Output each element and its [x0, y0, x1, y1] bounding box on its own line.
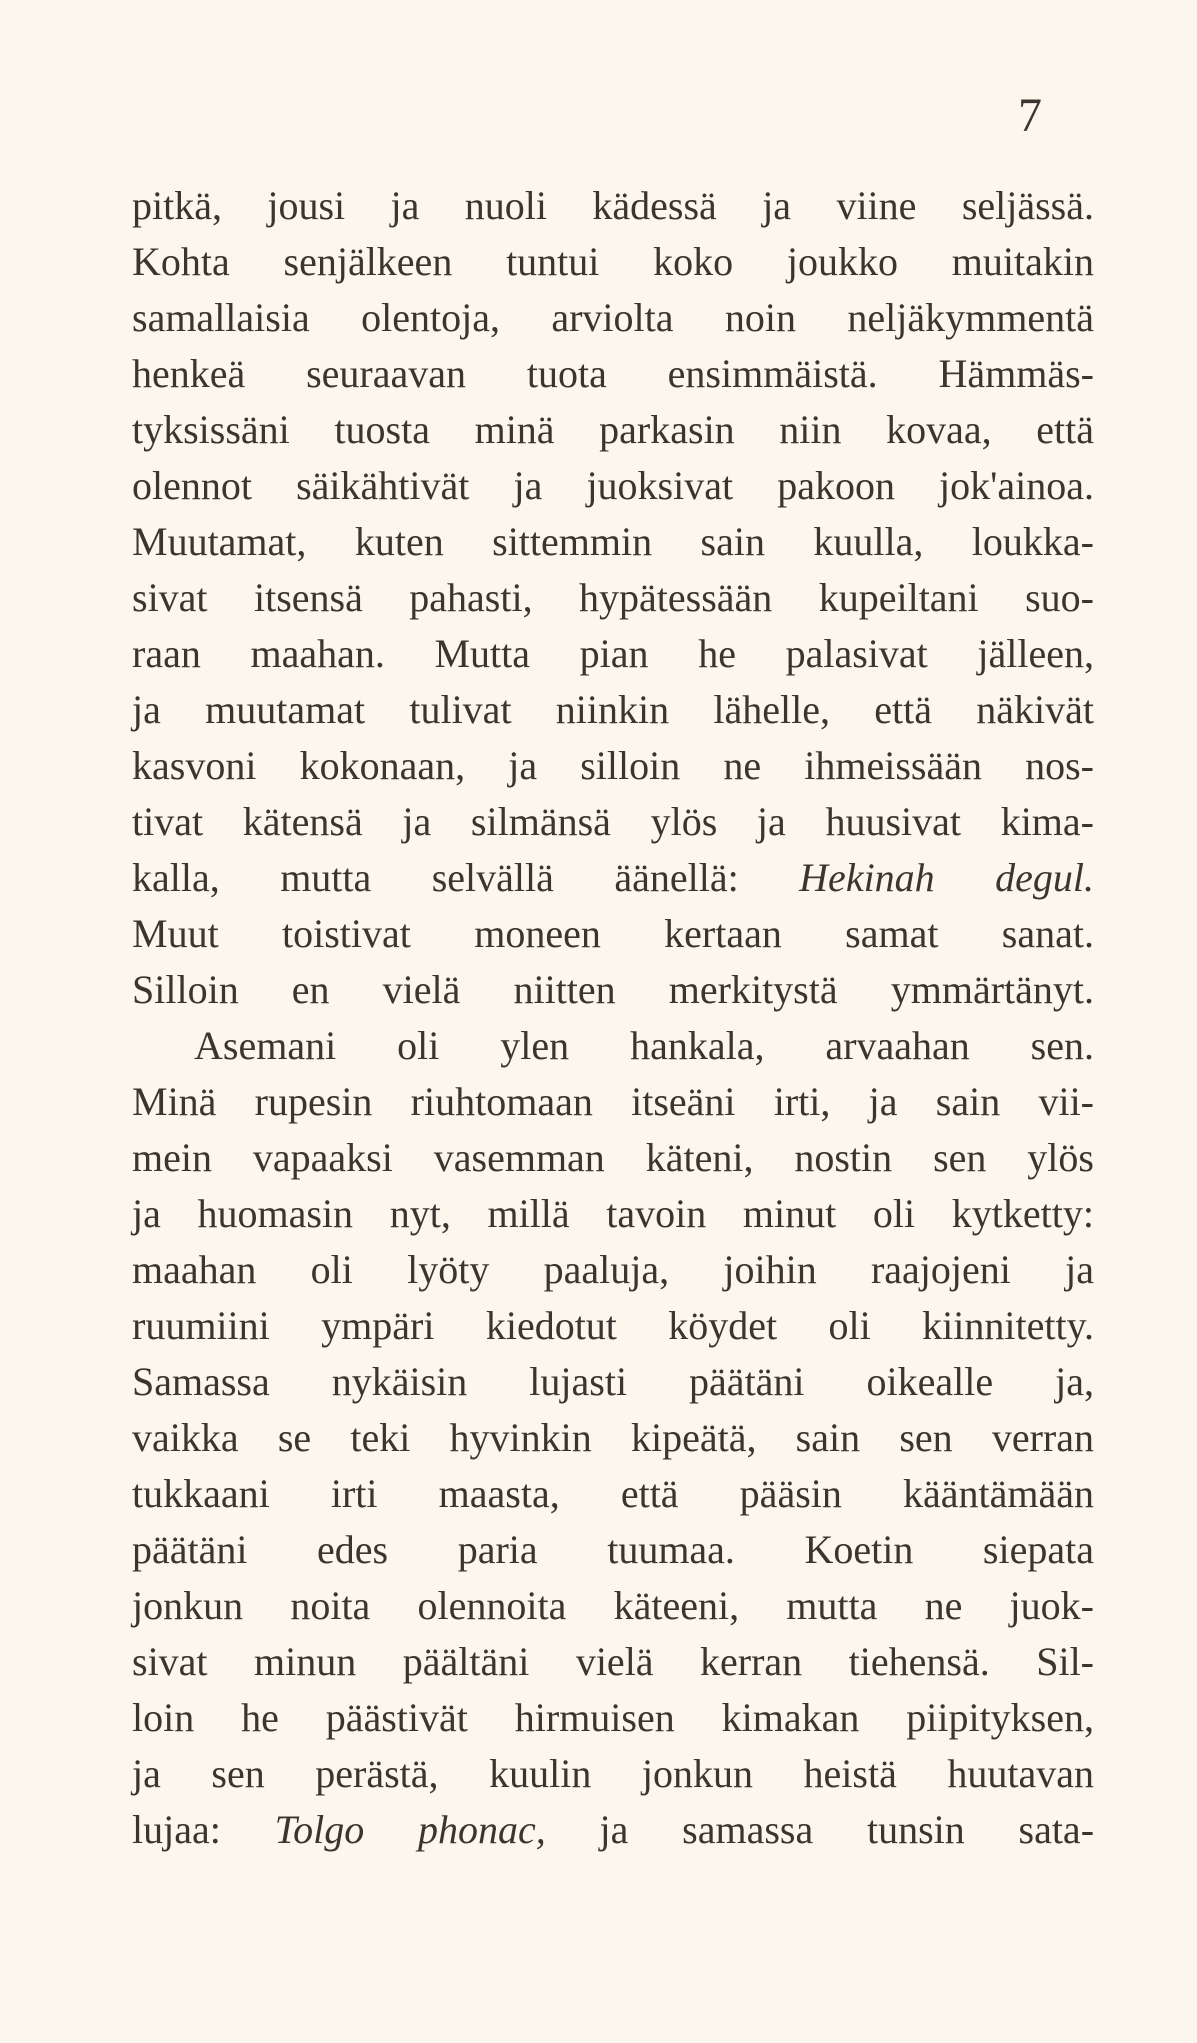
text-line-content: tivat kätensä ja silmänsä ylös ja huusivat kima-: [132, 799, 1094, 844]
text-line: [132, 1746, 1094, 1802]
text-line-content: Muutamat, kuten sittemmin sain kuulla, loukka-: [132, 519, 1094, 564]
text-line: [132, 1802, 1094, 1858]
text-line: [132, 514, 1094, 570]
text-line-content: päätäni edes paria tuumaa. Koetin siepata: [132, 1527, 1094, 1572]
text-line-content: mein vapaaksi vasemman käteni, nostin sen ylös: [132, 1135, 1094, 1180]
italic-phrase: Hekinah degul.: [799, 855, 1094, 900]
text-line-content: ja huomasin nyt, millä tavoin minut oli kytketty:: [132, 1191, 1094, 1236]
text-line: [132, 1466, 1094, 1522]
text-line: [132, 1186, 1094, 1242]
text-line-content: henkeä seuraavan tuota ensimmäistä. Hämmäs-: [132, 351, 1094, 396]
text-line: [132, 570, 1094, 626]
text-line: [132, 178, 1094, 234]
text-line: [132, 1522, 1094, 1578]
text-line: [132, 626, 1094, 682]
text-line-content: Minä rupesin riuhtomaan itseäni irti, ja sain vii-: [132, 1079, 1094, 1124]
text-line-content: Muut toistivat moneen kertaan samat sanat.: [132, 911, 1094, 956]
text-line-content: ja muutamat tulivat niinkin lähelle, että näkivät: [132, 687, 1094, 732]
text-line: [132, 1410, 1094, 1466]
text-line-content: pitkä, jousi ja nuoli kädessä ja viine seljässä.: [132, 183, 1094, 228]
text-line: [132, 290, 1094, 346]
text-line-content: sivat itsensä pahasti, hypätessään kupeiltani suo-: [132, 575, 1094, 620]
text-line: [132, 738, 1094, 794]
text-line-content: Kohta senjälkeen tuntui koko joukko muitakin: [132, 239, 1094, 284]
text-line: [132, 906, 1094, 962]
text-line: [132, 234, 1094, 290]
italic-phrase: Tolgo phonac,: [274, 1807, 546, 1852]
page-number: 7: [1018, 89, 1042, 142]
text-line: [132, 794, 1094, 850]
text-line-content: tukkaani irti maasta, että pääsin kääntämään: [132, 1471, 1094, 1516]
text-line-content: tyksissäni tuosta minä parkasin niin kovaa, että: [132, 407, 1094, 452]
text-line: [132, 1298, 1094, 1354]
text-line: [132, 1634, 1094, 1690]
text-line-content: raan maahan. Mutta pian he palasivat jälleen,: [132, 631, 1094, 676]
text-line-content: Asemani oli ylen hankala, arvaahan sen.: [194, 1023, 1094, 1068]
text-line: [132, 1242, 1094, 1298]
text-line-continuation: ja samassa tunsin sata-: [599, 1807, 1095, 1852]
text-line-content: Samassa nykäisin lujasti päätäni oikealle ja,: [132, 1359, 1094, 1404]
text-line: [132, 458, 1094, 514]
text-line-content: olennot säikähtivät ja juoksivat pakoon jok'ainoa.: [132, 463, 1094, 508]
text-line-content: samallaisia olentoja, arviolta noin neljäkymmentä: [132, 295, 1094, 340]
text-line-content: maahan oli lyöty paaluja, joihin raajojeni ja: [132, 1247, 1094, 1292]
text-line-content: ja sen perästä, kuulin jonkun heistä huutavan: [132, 1751, 1094, 1796]
text-line: [132, 346, 1094, 402]
text-line-content: lujaa:: [132, 1807, 221, 1852]
text-line-content: jonkun noita olennoita käteeni, mutta ne juok-: [132, 1583, 1094, 1628]
text-line: [132, 962, 1094, 1018]
text-line: [132, 1354, 1094, 1410]
text-line: [132, 682, 1094, 738]
text-line-content: sivat minun päältäni vielä kerran tiehensä. Sil-: [132, 1639, 1094, 1684]
body-text: [132, 178, 1094, 1858]
text-line: [132, 1130, 1094, 1186]
text-line: [132, 1578, 1094, 1634]
text-line: [132, 402, 1094, 458]
text-line: [132, 1690, 1094, 1746]
text-line: [132, 1074, 1094, 1130]
text-line-content: kasvoni kokonaan, ja silloin ne ihmeissään nos-: [132, 743, 1094, 788]
text-line-content: loin he päästivät hirmuisen kimakan piipityksen,: [132, 1695, 1094, 1740]
text-line-content: Silloin en vielä niitten merkitystä ymmärtänyt.: [132, 967, 1094, 1012]
text-line-content: ruumiini ympäri kiedotut köydet oli kiinnitetty.: [132, 1303, 1094, 1348]
text-line: [132, 850, 1094, 906]
text-line-content: vaikka se teki hyvinkin kipeätä, sain sen verran: [132, 1415, 1094, 1460]
text-line-content: kalla, mutta selvällä äänellä:: [132, 855, 739, 900]
text-line: [132, 1018, 1094, 1074]
